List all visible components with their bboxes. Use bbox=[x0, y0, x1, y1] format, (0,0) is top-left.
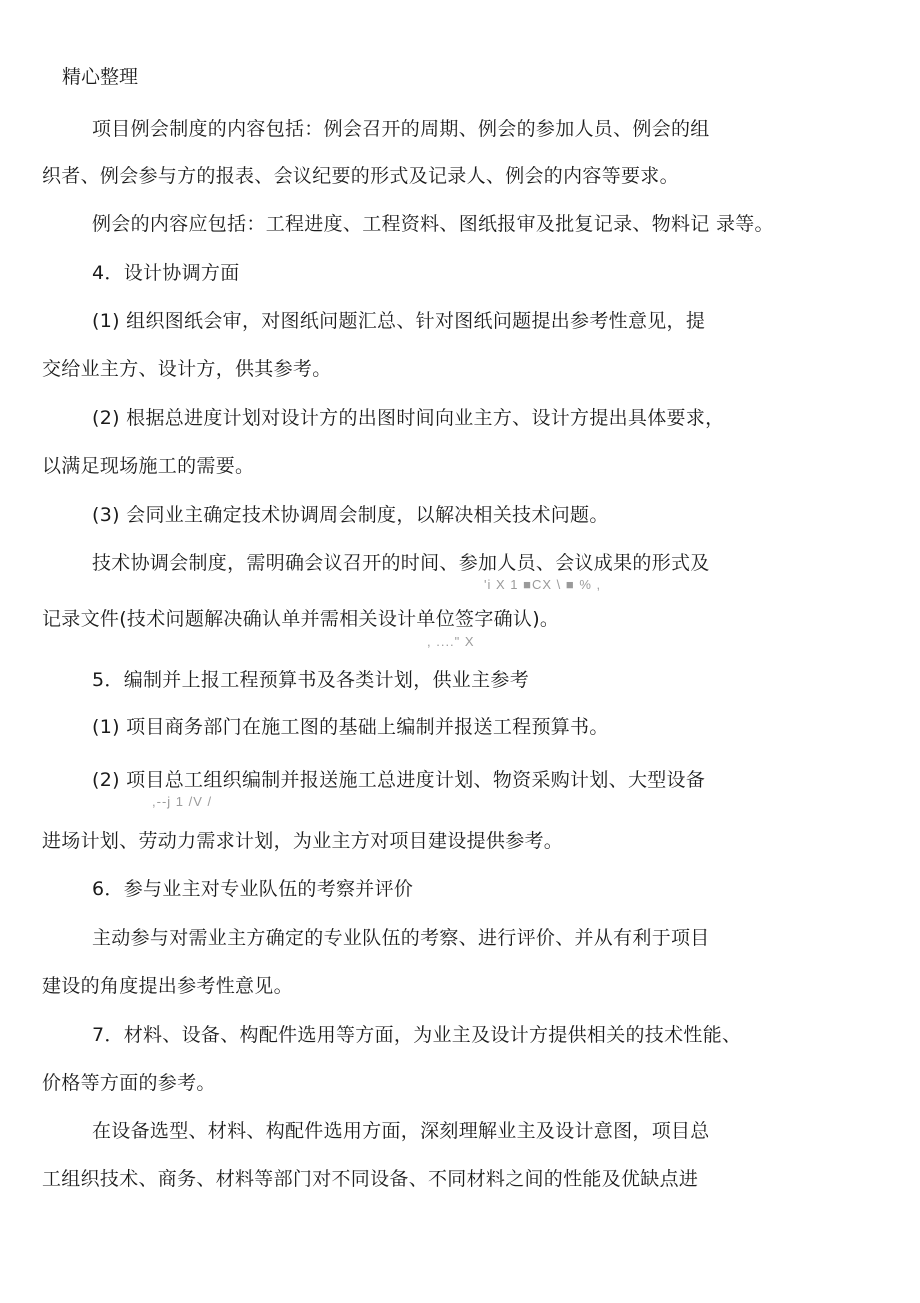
paragraph-line: (3) 会同业主确定技术协调周会制度，以解决相关技术问题。 bbox=[92, 504, 609, 526]
section-heading: 6．参与业主对专业队伍的考察并评价 bbox=[92, 878, 414, 900]
section-heading: 4．设计协调方面 bbox=[92, 262, 240, 284]
section-heading: 5．编制并上报工程预算书及各类计划，供业主参考 bbox=[92, 669, 529, 691]
paragraph-line: 在设备选型、材料、构配件选用方面，深刻理解业主及设计意图，项目总 bbox=[92, 1120, 710, 1142]
paragraph-line: 建设的角度提出参考性意见。 bbox=[42, 975, 293, 997]
paragraph-line: (1) 项目商务部门在施工图的基础上编制并报送工程预算书。 bbox=[92, 716, 609, 738]
scan-artifact: , ...." X bbox=[427, 634, 475, 649]
paragraph-line: 进场计划、劳动力需求计划，为业主方对项目建设提供参考。 bbox=[42, 830, 564, 852]
paragraph-line: 工组织技术、商务、材料等部门对不同设备、不同材料之间的性能及优缺点进 bbox=[42, 1168, 699, 1190]
paragraph-line: (2) 项目总工组织编制并报送施工总进度计划、物资采购计划、大型设备 bbox=[92, 769, 706, 791]
paragraph-line: (2) 根据总进度计划对设计方的出图时间向业主方、设计方提出具体要求， bbox=[92, 407, 725, 429]
paragraph-line: 以满足现场施工的需要。 bbox=[42, 455, 255, 477]
paragraph-line: 例会的内容应包括：工程进度、工程资料、图纸报审及批复记录、物料记 录等。 bbox=[92, 213, 774, 235]
paragraph-line: 价格等方面的参考。 bbox=[42, 1072, 216, 1094]
page-header: 精心整理 bbox=[62, 66, 139, 88]
paragraph-line: 主动参与对需业主方确定的专业队伍的考察、进行评价、并从有利于项目 bbox=[92, 927, 710, 949]
paragraph-line: (1) 组织图纸会审，对图纸问题汇总、针对图纸问题提出参考性意见，提 bbox=[92, 310, 706, 332]
section-heading: 7．材料、设备、构配件选用等方面，为业主及设计方提供相关的技术性能、 bbox=[92, 1024, 742, 1046]
paragraph-line: 技术协调会制度，需明确会议召开的时间、参加人员、会议成果的形式及 bbox=[92, 552, 710, 574]
paragraph-line: 交给业主方、设计方，供其参考。 bbox=[42, 358, 332, 380]
paragraph-line: 织者、例会参与方的报表、会议纪要的形式及记录人、例会的内容等要求。 bbox=[42, 165, 679, 187]
paragraph-line: 项目例会制度的内容包括：例会召开的周期、例会的参加人员、例会的组 bbox=[92, 118, 710, 140]
paragraph-line: 记录文件(技术问题解决确认单并需相关设计单位签字确认)。 bbox=[42, 608, 560, 630]
scan-artifact: 'i X 1 ■CX \ ■ % , bbox=[484, 577, 602, 592]
scan-artifact: ,--j 1 /V / bbox=[152, 794, 213, 809]
